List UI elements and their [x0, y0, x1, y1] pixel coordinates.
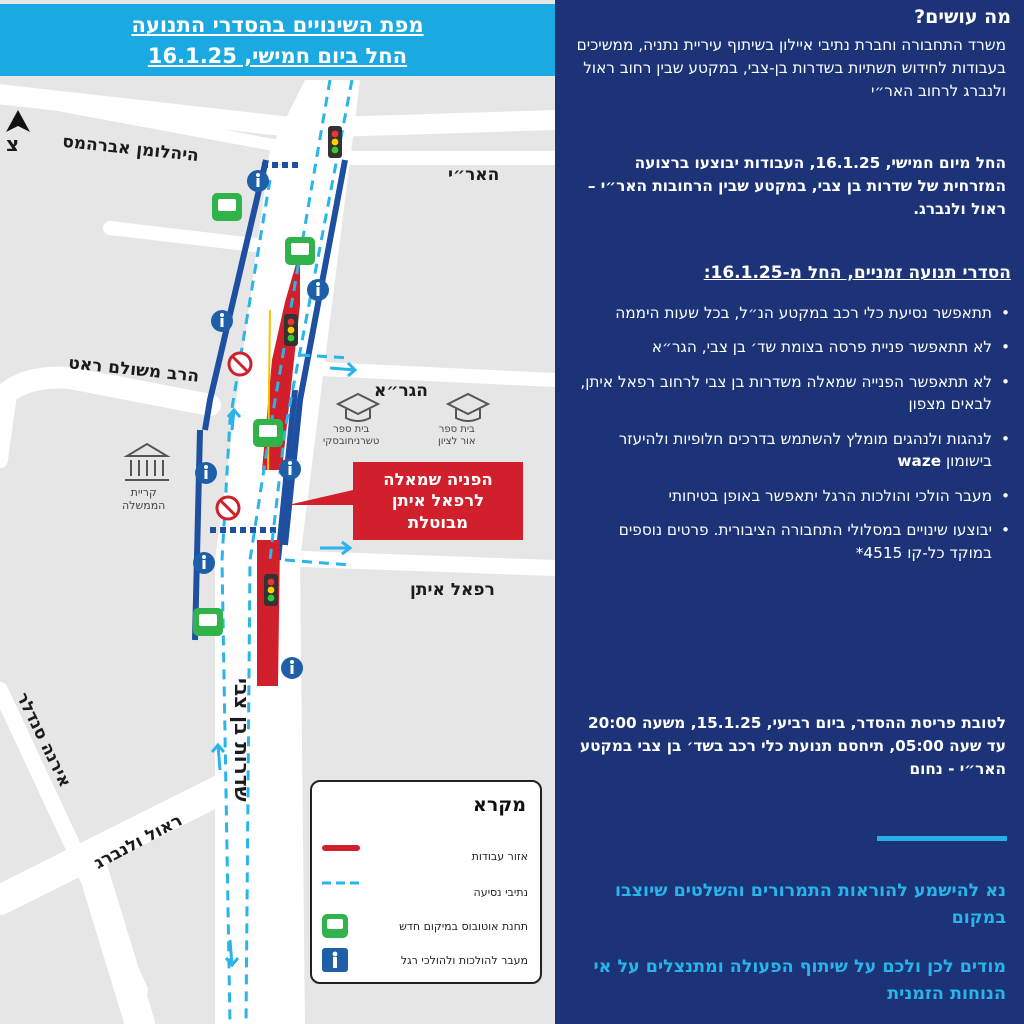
map-title-line1: מפת השינויים בהסדרי התנועה — [131, 13, 424, 37]
legend-row-ped — [322, 948, 528, 972]
label-school-tchernichovsky: בית ספר טשרניחובסקי — [323, 424, 380, 447]
callout-left-turn-cancelled — [353, 462, 523, 540]
street-label-ben-zvi: שדרות בן צבי — [230, 678, 254, 802]
legend-label-ped: מעבר להולכות ולהולכי רגל — [400, 953, 528, 967]
legend-row-work — [322, 844, 528, 868]
intro-bold-text: החל מיום חמישי, 16.1.25, העבודות יבוצעו ברצועה המזרחית של שדרות בן צבי, במקטע שבין הרחובות האר״י – ראול ולנברג. — [587, 154, 1006, 218]
list-item: • תתאפשר נסיעת כלי רכב במקטע הנ״ל, בכל שעות היממה — [574, 302, 1014, 324]
map-title-line2: החל ביום חמישי, 16.1.25 — [147, 44, 408, 68]
label-school-or-letzion: בית ספר אור לציון — [438, 424, 476, 447]
street-label-hagra: הגר״א — [374, 381, 428, 401]
map-legend — [310, 780, 542, 984]
list-item: • מעבר הולכי והולכות הרגל יתאפשר באופן בטיחותי — [574, 485, 1014, 507]
callout-line1: הפניה שמאלה — [383, 469, 493, 489]
arrangements-list — [574, 302, 1014, 576]
no-u-turn-icon — [229, 353, 251, 375]
legend-title: מקרא — [472, 794, 526, 816]
footer-thanks: מודים לכן ולכם על שיתוף הפעולה ומתנצלים על אי הנוחות הזמנית — [593, 957, 1006, 1005]
street-west-curve — [0, 390, 10, 460]
north-arrow-icon — [6, 110, 30, 132]
street-label-harav-meshulam: הרב משולם ראט — [67, 353, 201, 387]
street-label-irena: אירנה סנדלר — [11, 689, 75, 791]
callout-line2: לרפאל איתן — [391, 491, 485, 511]
bus-icon — [322, 914, 366, 938]
street-label-rafael-eitan: רפאל איתן — [410, 580, 495, 600]
list-item-waze — [574, 428, 1014, 473]
closure-text: לטובת פריסת ההסדר, ביום רביעי, 15.1.25, משעה 20:00 עד שעה 05:00, תיחסם תנועת כלי רכב בשד׳ בן צבי במקטע האר״י - נחום — [579, 714, 1006, 778]
waze-logo: waze — [897, 452, 942, 471]
work-zone-line-icon — [322, 844, 366, 868]
travel-lane-dashes-icon — [322, 880, 366, 904]
temp-arrangements-heading: הסדרי תנועה זמניים, החל מ-16.1.25: — [703, 263, 1011, 283]
legend-row-bus — [322, 914, 528, 938]
north-letter: צ — [6, 132, 20, 156]
street-west-1 — [110, 228, 255, 245]
list-item: • לא תתאפשר פניית פרסה בצומת שד׳ בן צבי, הגר״א — [574, 336, 1014, 358]
legend-label-lanes: נתיבי נסיעה — [473, 885, 528, 899]
map-title-banner — [0, 4, 555, 76]
list-item: • לא תתאפשר הפנייה שמאלה משדרות בן צבי לרחוב רפאל איתן, לבאים מצפון — [574, 371, 1014, 416]
callout-line3: מבוטלת — [407, 512, 469, 532]
no-left-turn-icon — [217, 497, 239, 519]
pedestrian-icon — [322, 948, 366, 972]
government-building-icon — [125, 444, 169, 480]
legend-row-lanes — [322, 880, 528, 904]
info-panel — [555, 0, 1024, 1024]
waze-pre-text: לנהגות ולנהגים מומלץ להשתמש בדרכים חלופיות ולהיעזר בישומון — [618, 429, 992, 471]
work-zone-south — [257, 540, 280, 686]
panel-divider — [877, 836, 1007, 841]
legend-label-work: אזור עבודות — [471, 849, 528, 863]
street-label-raul: ראול ולנברג — [90, 810, 186, 874]
legend-label-bus: תחנת אוטובוס במיקום חדש — [399, 919, 528, 933]
what-heading: מה עושים? — [914, 6, 1011, 28]
street-raul-south — [90, 860, 140, 1024]
street-rafael-eitan — [275, 558, 555, 568]
street-label-haari: האר״י — [448, 165, 500, 185]
street-label-hayahalomim: היהלומן אברהמס — [61, 131, 200, 167]
label-government-complex: קריית הממשלה — [122, 486, 166, 512]
footer-instructions: נא להישמע להוראות התמרורים והשלטים שיוצבו במקום — [614, 881, 1006, 929]
list-item: • יבוצעו שינויים במסלולי התחבורה הציבורית. פרטים נוספים במוקד כל-קו 4515* — [574, 519, 1014, 564]
intro-text: משרד התחבורה וחברת נתיבי איילון בשיתוף עיריית נתניה, ממשיכים בעבודות לחידוש תשתיות בשדרות בן-צבי, במקטע שבין רחוב ראול ולנברג לרחוב האר״י — [576, 36, 1006, 100]
